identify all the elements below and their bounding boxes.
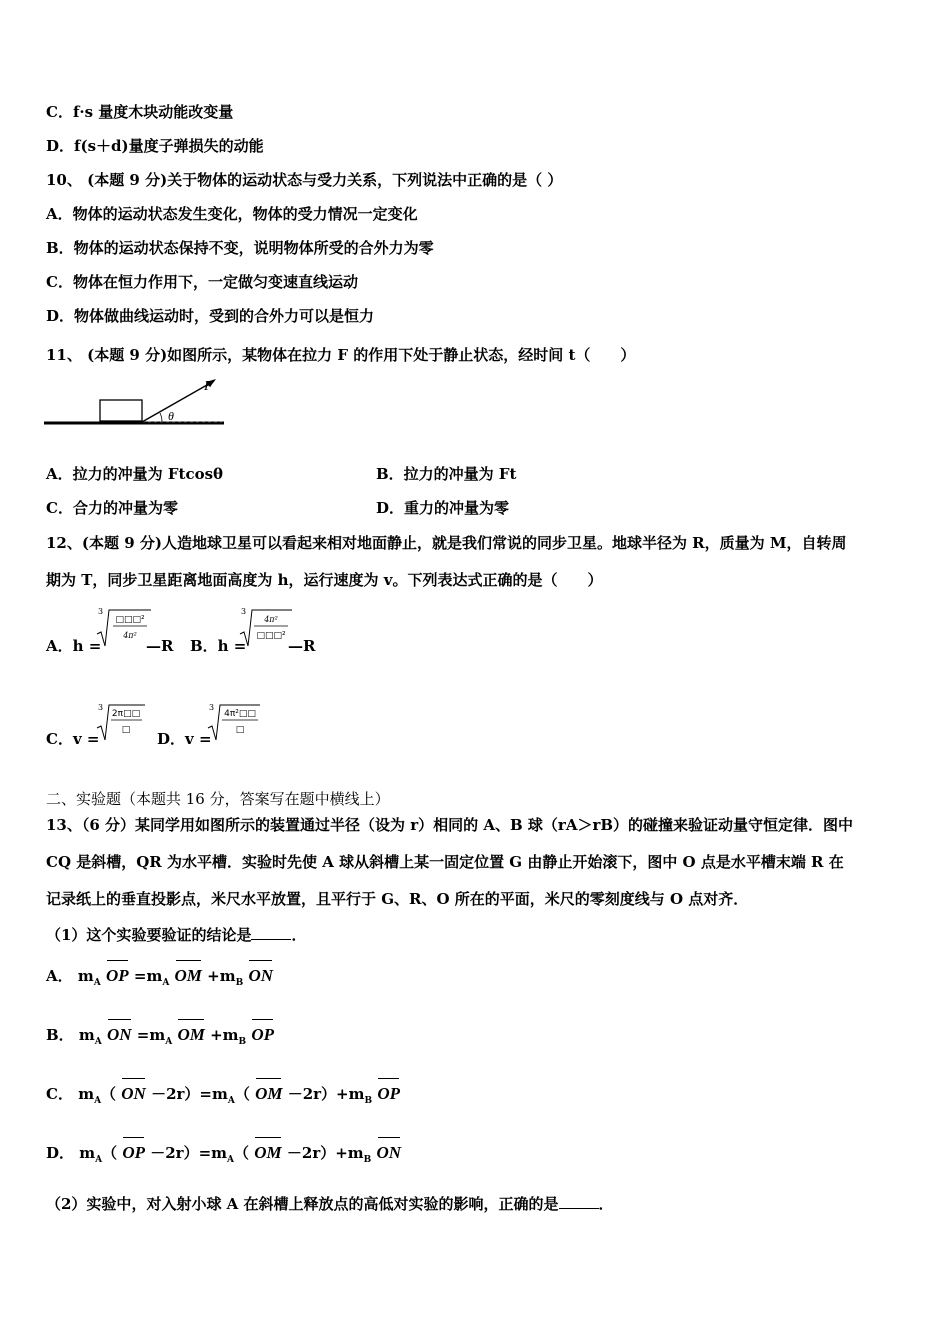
q9-option-c-text: f·s 量度木块动能改变量 xyxy=(72,103,234,121)
q11-stem: 11、 (本题 9 分)如图所示，某物体在拉力 F 的作用下处于静止状态，经时间 t（ ） xyxy=(46,346,636,364)
q12-stem-line1: 12、(本题 9 分)人造地球卫星可以看起来相对地面静止，就是我们常说的同步卫星。地球半径为 R，质量为 M，自转周 xyxy=(46,534,847,552)
q12-option-d-formula xyxy=(206,700,262,744)
q12-stem-line2: 期为 T，同步卫星距离地面高度为 h，运行速度为 v。下列表达式正确的是（ ） xyxy=(46,571,603,589)
q13-sub1: （1）这个实验要验证的结论是 ． xyxy=(46,926,307,944)
q11-force-diagram xyxy=(44,376,224,428)
q10-stem: 10、 (本题 9 分)关于物体的运动状态与受力关系，下列说法中正确的是（ ） xyxy=(46,171,563,189)
section2-heading: 二、实验题（本题共 16 分，答案写在题中横线上） xyxy=(46,790,390,808)
svg-text:3: 3 xyxy=(241,607,247,616)
vec-on: ON xyxy=(377,1137,402,1167)
q11-option-a: A．拉力的冲量为 Ftcosθ xyxy=(46,465,224,483)
vec-op: OP xyxy=(122,1137,145,1167)
q12-option-b-label: B．h = xyxy=(190,637,247,655)
vec-op: OP xyxy=(377,1078,400,1108)
svg-text:4π²□□: 4π²□□ xyxy=(224,709,256,719)
q13-line2: CQ 是斜槽，QR 为水平槽．实验时先使 A 球从斜槽上某一固定位置 G 由静止开始滚下，图中 O 点是水平槽末端 R 在 xyxy=(46,853,844,871)
vec-on: ON xyxy=(248,960,273,990)
svg-text:2π□□: 2π□□ xyxy=(111,709,141,719)
f-label: F xyxy=(204,379,213,394)
svg-text:3: 3 xyxy=(98,607,104,616)
theta-label: θ xyxy=(168,409,174,423)
q12-option-c-label: C．v = xyxy=(46,730,100,748)
answer-blank-2[interactable] xyxy=(559,1194,599,1209)
vec-on: ON xyxy=(107,1019,132,1049)
vec-on: ON xyxy=(121,1078,146,1108)
svg-text:□□□²: □□□² xyxy=(115,615,145,625)
answer-blank-1[interactable] xyxy=(251,925,291,940)
svg-text:4π²: 4π² xyxy=(123,631,137,640)
vec-op: OP xyxy=(106,960,129,990)
vec-op: OP xyxy=(251,1019,274,1049)
q11-option-d: D．重力的冲量为零 xyxy=(376,499,510,517)
q13-line3: 记录纸上的垂直投影点，米尺水平放置，且平行于 G、R、O 所在的平面，米尺的零刻度线与 O 点对齐． xyxy=(46,890,749,908)
svg-text:3: 3 xyxy=(98,703,104,712)
vec-om: OM xyxy=(255,1078,282,1108)
q9-option-d: D．f(s＋d)量度子弹损失的动能 xyxy=(46,137,264,155)
q12-option-a-label: A．h = xyxy=(46,637,102,655)
svg-text:3: 3 xyxy=(209,703,215,712)
q13-option-d: D． $m_A$（ OP $-2r)=m_A$（ OM $-2r)+m_B$ ON xyxy=(46,1137,401,1174)
vec-om: OM xyxy=(177,1019,204,1049)
q12-option-b-formula xyxy=(238,604,294,650)
q9-option-c: C．f·s 量度木块动能改变量 xyxy=(46,103,234,121)
q13-line1: 13、（6 分）某同学用如图所示的装置通过半径（设为 r）相同的 A、B 球（rA＞rB）的碰撞来验证动量守恒定律．图中 xyxy=(46,816,854,834)
vec-om: OM xyxy=(254,1137,281,1167)
block xyxy=(100,400,142,421)
svg-text:□: □ xyxy=(121,725,131,735)
q12-option-a-formula xyxy=(95,604,153,650)
q12-option-d-label: D．v = xyxy=(157,730,212,748)
svg-text:4π²: 4π² xyxy=(264,615,278,624)
q12-option-a-tail: —R xyxy=(146,637,174,655)
q13-sub2: （2）实验中，对入射小球 A 在斜槽上释放点的高低对实验的影响，正确的是 ． xyxy=(46,1195,614,1213)
svg-text:□□□²: □□□² xyxy=(256,631,286,641)
svg-text:□: □ xyxy=(235,725,245,735)
q13-option-b: B． $m_A$ ON $=m_A$ OM $+m_B$ OP xyxy=(46,1019,274,1056)
q13-option-a: A． $m_A$ OP $=m_A$ OM $+m_B$ ON xyxy=(46,960,273,997)
q13-option-c: C． $m_A$（ ON $-2r)=m_A$（ OM $-2r)+m_B$ OP xyxy=(46,1078,400,1115)
vec-om: OM xyxy=(175,960,202,990)
q11-option-b: B．拉力的冲量为 Ft xyxy=(376,465,517,483)
q10-option-b: B．物体的运动状态保持不变，说明物体所受的合外力为零 xyxy=(46,239,434,257)
q10-option-c: C．物体在恒力作用下，一定做匀变速直线运动 xyxy=(46,273,358,291)
q10-option-d: D．物体做曲线运动时，受到的合外力可以是恒力 xyxy=(46,307,375,325)
angle-arc xyxy=(160,413,162,422)
q12-option-c-formula xyxy=(95,700,147,744)
q11-option-c: C．合力的冲量为零 xyxy=(46,499,178,517)
q9-option-d-text: f(s＋d)量度子弹损失的动能 xyxy=(74,137,264,155)
q10-option-a: A．物体的运动状态发生变化，物体的受力情况一定变化 xyxy=(46,205,418,223)
q12-option-b-tail: —R xyxy=(288,637,316,655)
